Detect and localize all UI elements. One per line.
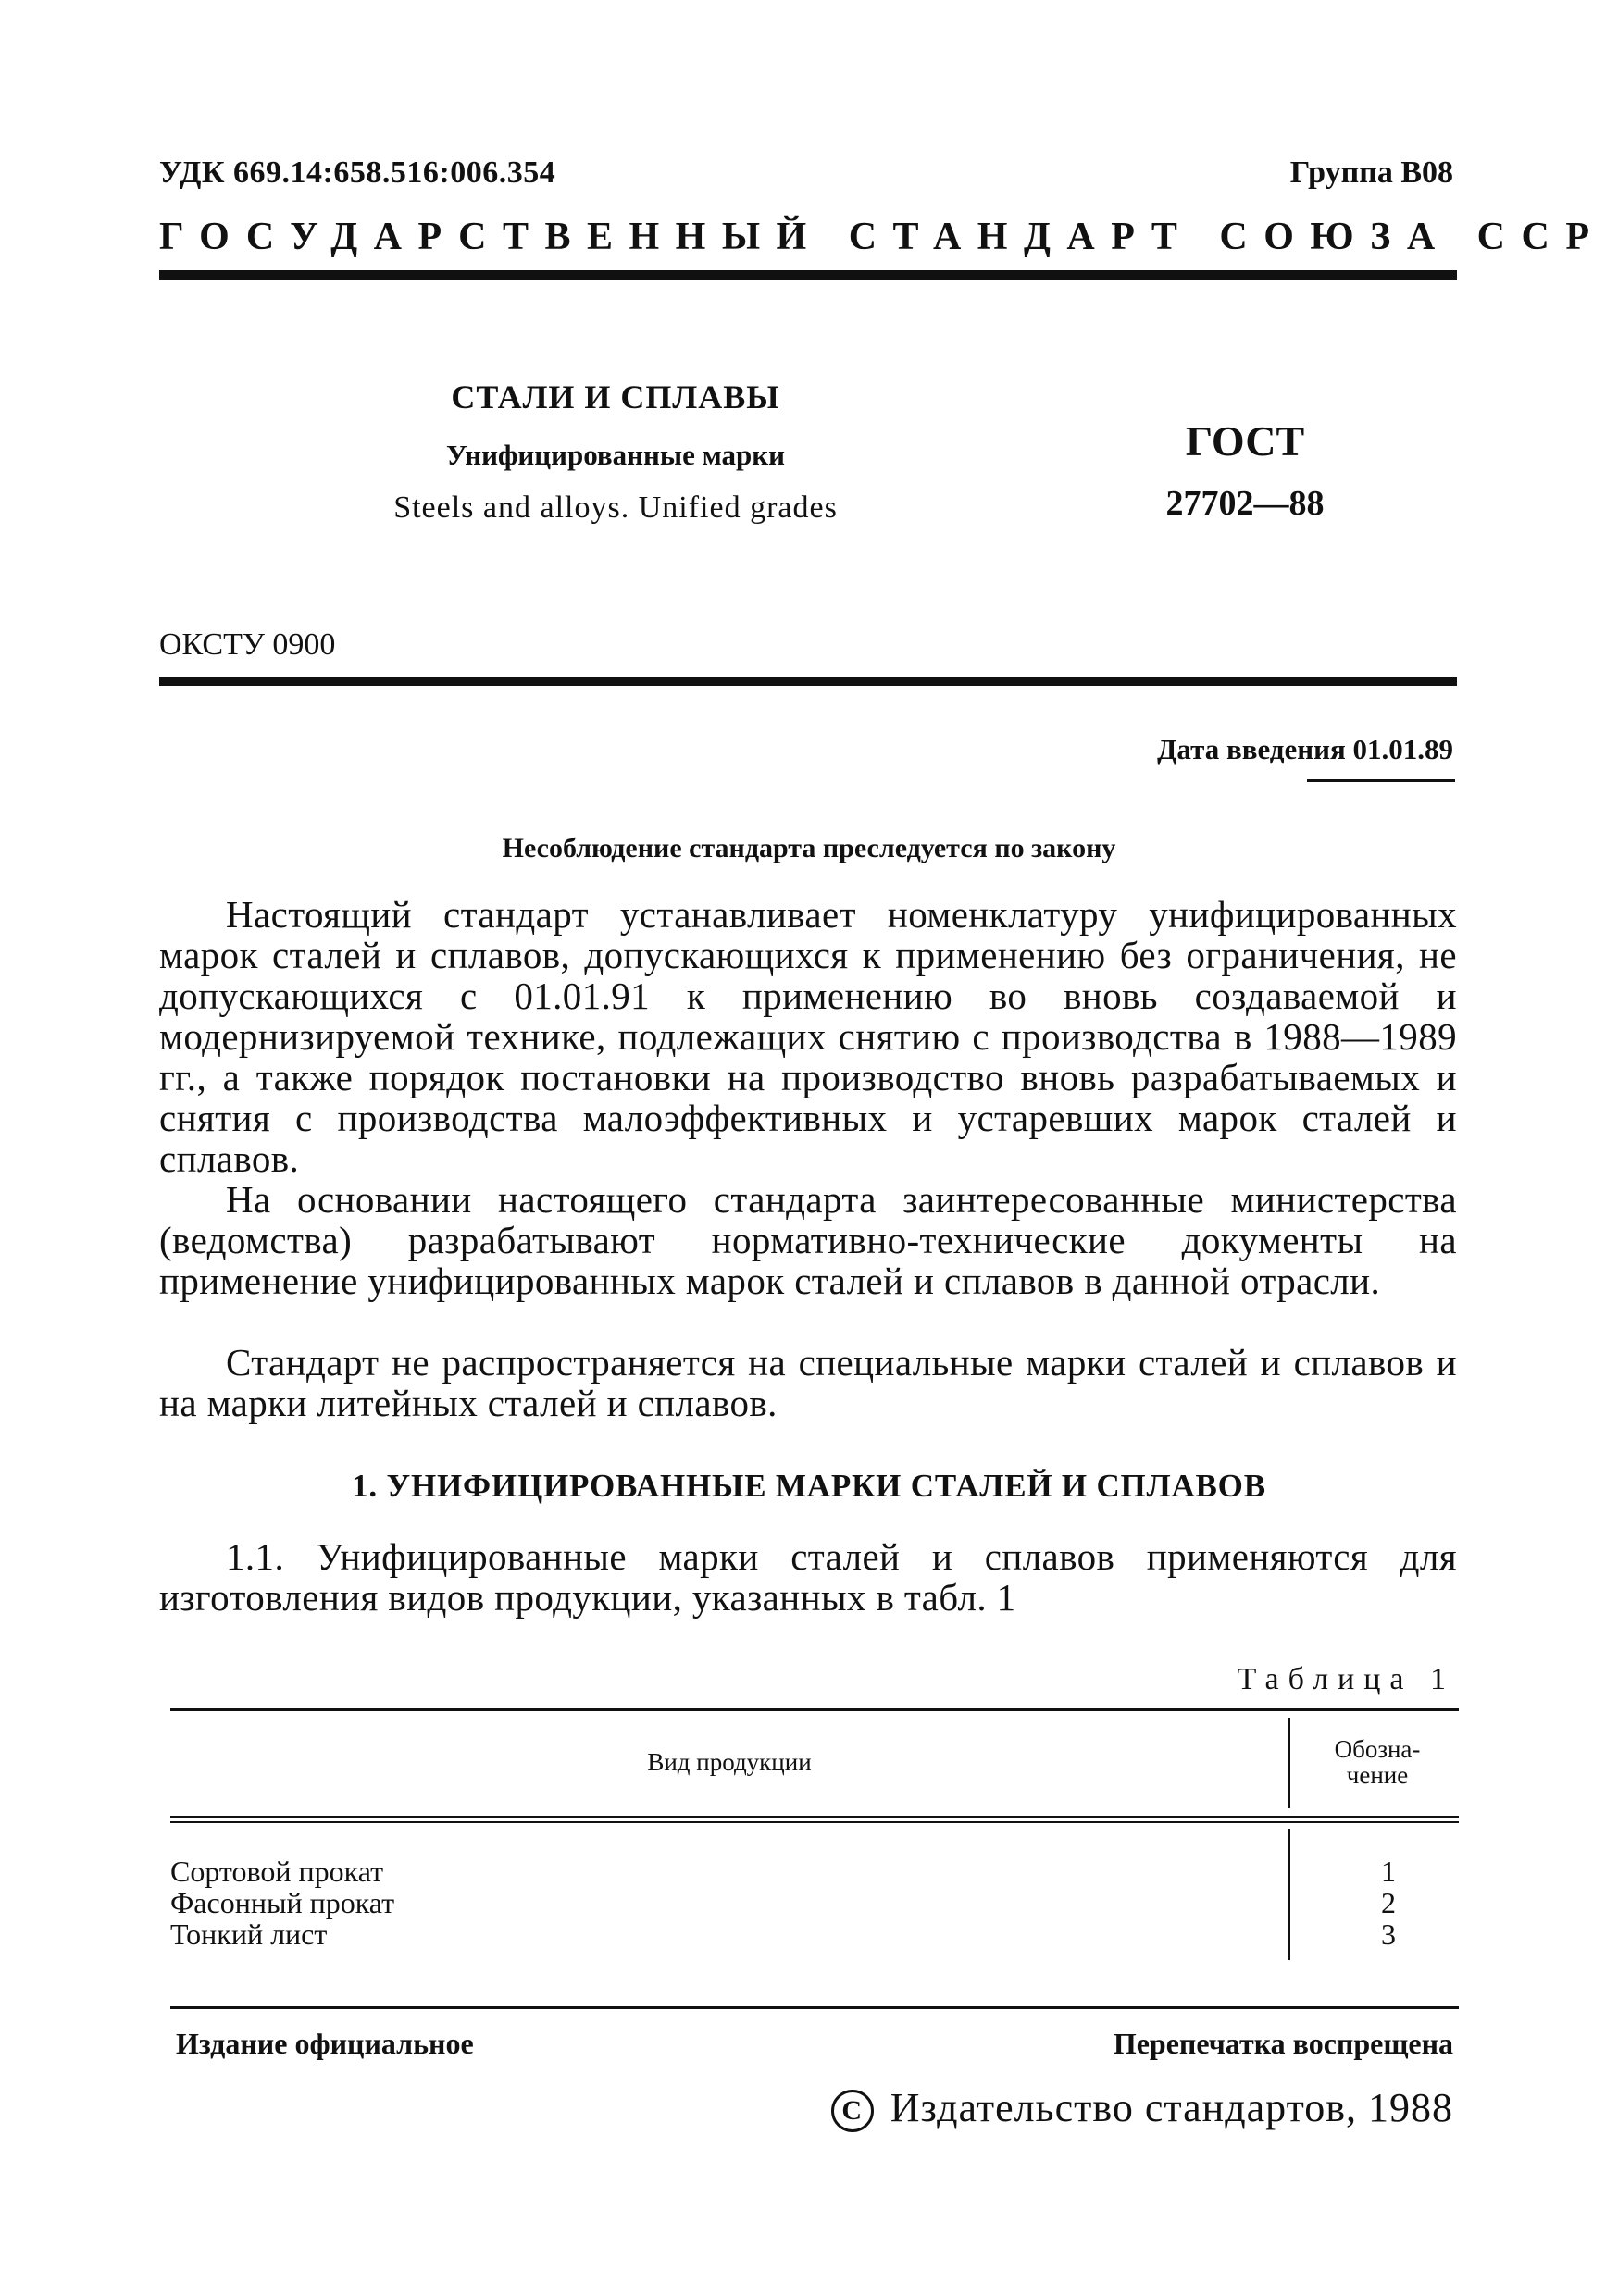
table-header-product: Вид продукции [647, 1748, 812, 1776]
gost-label: ГОСТ [1185, 417, 1305, 465]
paragraph-scope-text: Настоящий стандарт устанавливает номенклатуру унифицированных марок сталей и сплавов, допускающихся к применению без ограничения, не допускающихся с 01.01.91 к применению во вновь создаваемой и модернизируемой технике, подлежащих снятию с производства в 1988—1989 гг., а также порядок постановки на производство вновь разрабатываемых и снятия с производства малоэффективных и устаревших марок сталей и сплавов. [159, 893, 1457, 1180]
clause-1-1 [159, 1536, 1457, 1618]
group-code: Группа В08 [1289, 155, 1453, 190]
table-header-code [1296, 1736, 1459, 1788]
table-caption: Таблица 1 [1237, 1662, 1455, 1696]
table-header-code-line2: чение [1346, 1761, 1409, 1789]
table-row-name: Тонкий лист [170, 1917, 328, 1951]
paragraph-ministries [159, 1179, 1457, 1301]
document-subtitle: Унифицированные марки [446, 439, 785, 471]
udk-code: УДК 669.14:658.516:006.354 [159, 155, 556, 190]
title-rule [159, 677, 1457, 686]
copyright-text: Издательство стандартов, 1988 [890, 2085, 1453, 2130]
header-rule [159, 270, 1457, 280]
date-underline [1307, 779, 1455, 782]
reprint-prohibited-note: Перепечатка воспрещена [1113, 2027, 1453, 2060]
paragraph-exclusions-text: Стандарт не распространяется на специальные марки сталей и сплавов и на марки литейных сталей и сплавов. [159, 1341, 1457, 1424]
table-row-name: Фасонный прокат [170, 1886, 395, 1919]
legal-warning: Несоблюдение стандарта преследуется по закону [502, 833, 1116, 863]
table-header-code-line1: Обозна- [1334, 1735, 1421, 1763]
table-body-divider [1288, 1829, 1290, 1960]
table-row-code: 1 [1381, 1855, 1396, 1888]
table-top-rule [170, 1708, 1459, 1711]
official-edition-note: Издание официальное [176, 2027, 474, 2060]
oksu-code: ОКСТУ 0900 [159, 627, 336, 662]
gost-number: 27702—88 [1165, 484, 1325, 523]
state-standard-heading: ГОСУДАРСТВЕННЫЙ СТАНДАРТ СОЮЗА ССР [159, 216, 1606, 258]
clause-1-1-text: 1.1. Унифицированные марки сталей и сплавов применяются для изготовления видов продукции, указанных в табл. 1 [159, 1535, 1457, 1619]
table-header-rule-2 [170, 1821, 1459, 1823]
intro-date: Дата введения 01.01.89 [1157, 733, 1453, 765]
table-header-divider [1288, 1718, 1290, 1808]
table-bottom-rule [170, 2006, 1459, 2009]
document-title: СТАЛИ И СПЛАВЫ [451, 379, 780, 416]
copyright-line [831, 2084, 1453, 2132]
table-row-code: 2 [1381, 1886, 1396, 1919]
section-heading: 1. УНИФИЦИРОВАННЫЕ МАРКИ СТАЛЕЙ И СПЛАВОВ [352, 1468, 1266, 1504]
table-row-code: 3 [1381, 1917, 1396, 1951]
paragraph-scope [159, 894, 1457, 1179]
table-header-rule-1 [170, 1816, 1459, 1818]
document-title-english: Steels and alloys. Unified grades [393, 490, 838, 525]
copyright-icon: C [831, 2090, 874, 2132]
paragraph-ministries-text: На основании настоящего стандарта заинтересованные министерства (ведомства) разрабатывают нормативно-технические документы на применение унифицированных марок сталей и сплавов в данной отрасли. [159, 1178, 1457, 1302]
table-row-name: Сортовой прокат [170, 1855, 384, 1888]
paragraph-exclusions [159, 1342, 1457, 1423]
